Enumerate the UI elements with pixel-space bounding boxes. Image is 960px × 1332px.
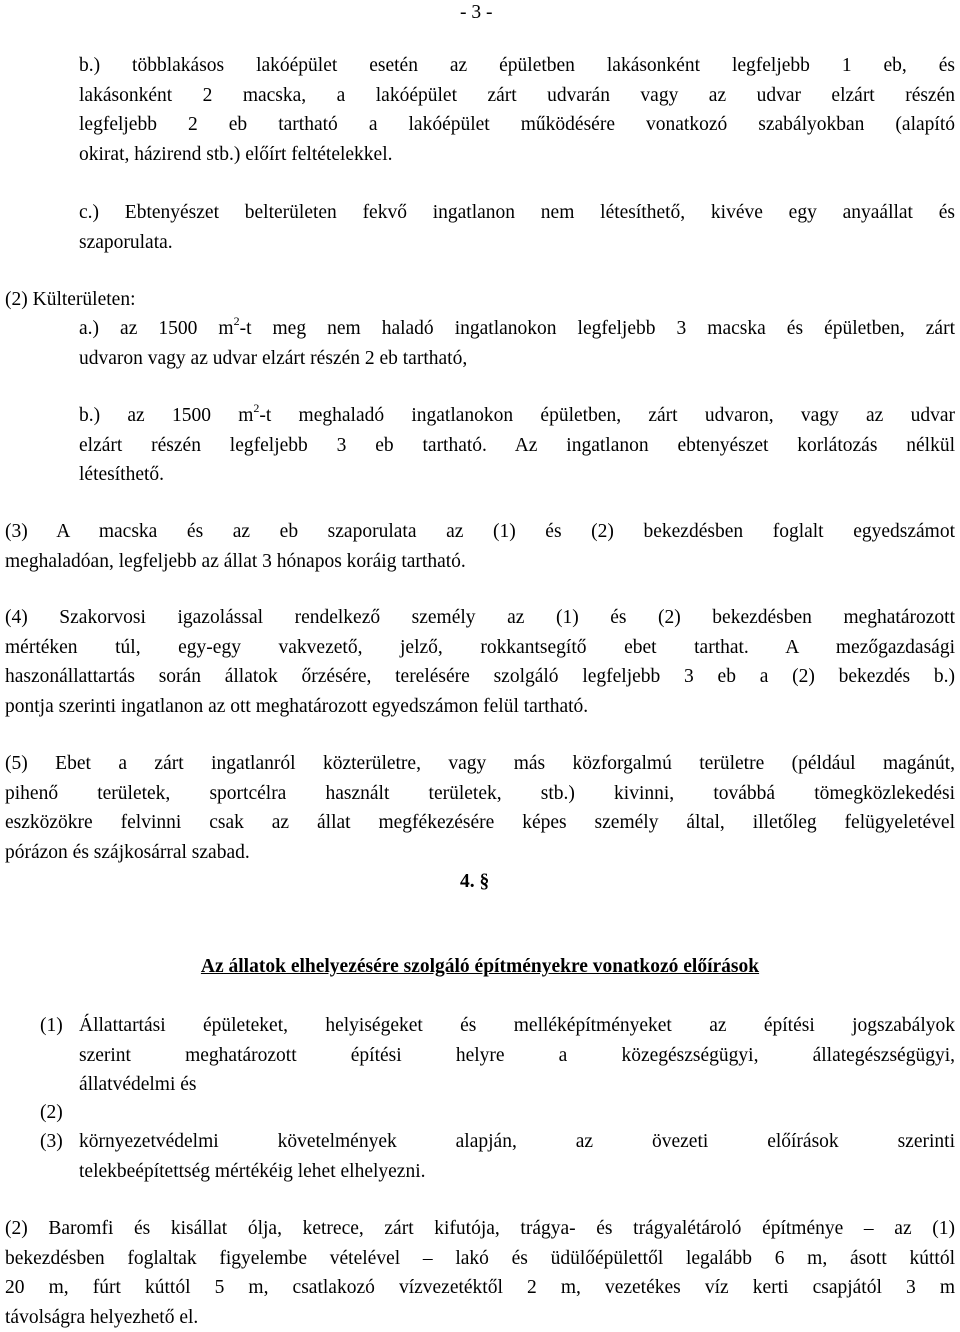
text-line: 20 m, fúrt kúttól 5 m, csatlakozó vízvezetéktől 2 m, vezetékes víz kerti csapjától 3 m bbox=[5, 1273, 955, 1303]
text-line: eszközökre felvinni csak az állat megfékezésére képes személy által, illetőleg felügyeletével bbox=[5, 808, 955, 838]
paragraph-1b bbox=[79, 51, 955, 169]
text-line: pihenő területek, sportcélra használt területek, stb.) kivinni, továbbá tömegközlekedési bbox=[5, 779, 955, 809]
text-line: c.) Ebtenyészet belterületen fekvő ingatlanon nem létesíthető, kivéve egy anyaállat és bbox=[79, 198, 955, 228]
text-line: legfeljebb 2 eb tartható a lakóépület működésére vonatkozó szabályokban (alapító bbox=[79, 110, 955, 140]
text-line: (4) Szakorvosi igazolással rendelkező személy az (1) és (2) bekezdésben meghatározott bbox=[5, 603, 955, 633]
text-line: bekezdésben foglaltak figyelembe vételével – lakó és üdülőépülettől legalább 6 m, ásott kúttól bbox=[5, 1244, 955, 1274]
text-line: a.) az 1500 $m^2-t$ meg nem haladó ingatlanokon legfeljebb 3 macska és épületben, zárt bbox=[79, 314, 955, 344]
text-line: (3) A macska és az eb szaporulata az (1) és (2) bekezdésben foglalt egyedszámot bbox=[5, 517, 955, 547]
text-line: létesíthető. bbox=[79, 460, 955, 490]
paragraph-1c bbox=[79, 198, 955, 257]
text-line: távolságra helyezhető el. bbox=[5, 1303, 955, 1332]
section-number: 4. § bbox=[460, 871, 489, 893]
list-item-3 bbox=[79, 1127, 955, 1186]
superscript: 2 bbox=[234, 314, 240, 328]
paragraph-5 bbox=[5, 749, 955, 867]
list-label-2: (2) bbox=[40, 1098, 63, 1128]
text-line: haszonállattartás során állatok őrzésére, terelésére szolgáló legfeljebb 3 eb a (2) bekezdés b.) bbox=[5, 662, 955, 692]
paragraph-2b bbox=[79, 401, 955, 490]
text-line: szaporulata. bbox=[79, 228, 955, 258]
text-line: állatvédelmi és bbox=[79, 1070, 955, 1100]
subsection-2-heading bbox=[5, 285, 955, 315]
paragraph-4 bbox=[5, 603, 955, 721]
page-number: - 3 - bbox=[460, 2, 493, 24]
text-line: b.) az 1500 $m^2-t$ meghaladó ingatlanokon épületben, zárt udvaron, vagy az udvar bbox=[79, 401, 955, 431]
text-line: b.) többlakásos lakóépület esetén az épületben lakásonként legfeljebb 1 eb, és bbox=[79, 51, 955, 81]
text-line: lakásonként 2 macska, a lakóépület zárt udvarán vagy az udvar elzárt részén bbox=[79, 81, 955, 111]
text-line: meghaladóan, legfeljebb az állat 3 hónapos koráig tartható. bbox=[5, 547, 955, 577]
paragraph-3 bbox=[5, 517, 955, 576]
text-line: telekbeépítettség mértékéig lehet elhelyezni. bbox=[79, 1157, 955, 1187]
paragraph-2a bbox=[79, 314, 955, 373]
text-line: elzárt részén legfeljebb 3 eb tartható. Az ingatlanon ebtenyészet korlátozás nélkül bbox=[79, 431, 955, 461]
text-line: udvaron vagy az udvar elzárt részén 2 eb tartható, bbox=[79, 344, 955, 374]
superscript: 2 bbox=[253, 401, 259, 415]
text-line: (5) Ebet a zárt ingatlanról közterületre, vagy más közforgalmú területre (például magánút, bbox=[5, 749, 955, 779]
section-title: Az állatok elhelyezésére szolgáló építményekre vonatkozó előírások bbox=[0, 956, 960, 978]
text-line: pórázon és szájkosárral szabad. bbox=[5, 838, 955, 868]
text-line: mértéken túl, egy-egy vakvezető, jelző, rokkantsegítő ebet tarthat. A mezőgazdasági bbox=[5, 633, 955, 663]
list-item-1 bbox=[79, 1011, 955, 1100]
text-line: szerint meghatározott építési helyre a közegészségügyi, állategészségügyi, bbox=[79, 1041, 955, 1071]
list-label-3: (3) bbox=[40, 1127, 63, 1157]
text-line: (2) Baromfi és kisállat ólja, ketrece, zárt kifutója, trágya- és trágyalétároló építménye – az (1) bbox=[5, 1214, 955, 1244]
text-line: Állattartási épületeket, helyiségeket és melléképítményeket az építési jogszabályok bbox=[79, 1011, 955, 1041]
text-line: pontja szerinti ingatlanon az ott meghatározott egyedszámon felül tartható. bbox=[5, 692, 955, 722]
text-line: környezetvédelmi követelmények alapján, az övezeti előírások szerinti bbox=[79, 1127, 955, 1157]
paragraph-final-2 bbox=[5, 1214, 955, 1332]
text-line: okirat, házirend stb.) előírt feltételekkel. bbox=[79, 140, 955, 170]
list-label-1: (1) bbox=[40, 1011, 63, 1041]
text-line: (2) Külterületen: bbox=[5, 285, 955, 315]
